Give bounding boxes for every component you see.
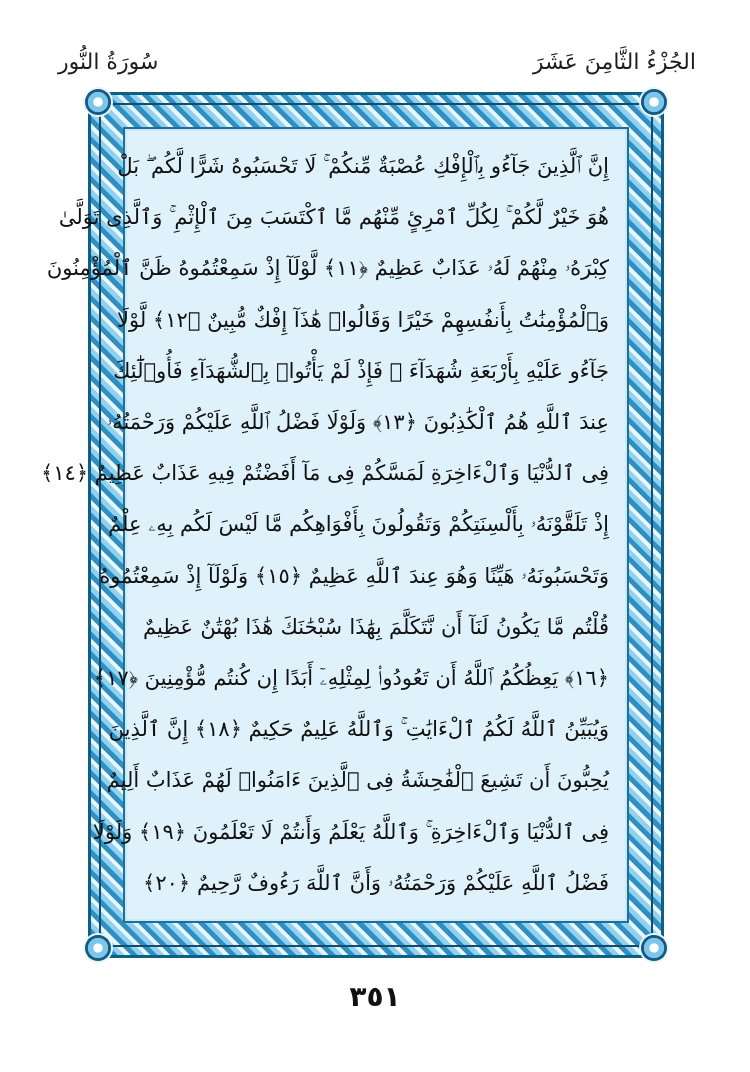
ornamental-frame (40, 92, 664, 958)
text-line-9: وَتَحْسَبُونَهُۥ هَيِّنًا وَهُوَ عِندَ ٱللَّهِ عَظِيمٌ ﴿١٥﴾ وَلَوْلَآ إِذْ سَمِعْتُمُوهُ (99, 563, 609, 588)
text-line-11: ﴿١٦﴾ يَعِظُكُمُ ٱللَّهُ أَن تَعُودُوا۟ لِمِثْلِهِۦٓ أَبَدًا إِن كُنتُم مُّؤْمِنِينَ ﴿١٧﴾ (93, 666, 609, 691)
text-line-7: فِى ٱلدُّنْيَا وَٱلْءَاخِرَةِ لَمَسَّكُمْ فِى مَآ أَفَضْتُمْ فِيهِ عَذَابٌ عَظِيمٌ ﴿١٤﴾ (40, 461, 609, 486)
page-header (58, 42, 696, 82)
text-line-10: قُلْتُم مَّا يَكُونُ لَنَآ أَن نَّتَكَلَّمَ بِهَٰذَا سُبْحَٰنَكَ هَٰذَا بُهْتَٰنٌ عَظِيمٌ (143, 614, 609, 639)
text-line-3: كِبْرَهُۥ مِنْهُمْ لَهُۥ عَذَابٌ عَظِيمٌ ﴿١١﴾ لَّوْلَآ إِذْ سَمِعْتُمُوهُ ظَنَّ ٱلْمُؤْمِنُونَ (46, 256, 609, 281)
text-line-14: فِى ٱلدُّنْيَا وَٱلْءَاخِرَةِ ۚ وَٱللَّهُ يَعْلَمُ وَأَنتُمْ لَا تَعْلَمُونَ ﴿١٩﴾ وَلَوْلَا (92, 819, 609, 844)
surah-name: سُورَةُ النُّور (58, 50, 159, 75)
juz-name: الجُزْءُ الثَّامِنَ عَشَرَ (532, 50, 696, 75)
page-number: ٣٥١ (349, 980, 401, 1013)
text-line-12: وَيُبَيِّنُ ٱللَّهُ لَكُمُ ٱلْءَايَٰتِ ۚ وَٱللَّهُ عَلِيمٌ حَكِيمٌ ﴿١٨﴾ إِنَّ ٱلَّذِينَ (108, 717, 609, 742)
verse-lines (40, 151, 609, 899)
corner-ornament-icon (641, 89, 667, 115)
corner-ornament-icon (85, 89, 111, 115)
text-line-13: يُحِبُّونَ أَن تَشِيعَ ٱلْفَٰحِشَةُ فِى ٱلَّذِينَ ءَامَنُوا۟ لَهُمْ عَذَابٌ أَلِيمٌ (106, 768, 609, 793)
text-line-5: جَآءُو عَلَيْهِ بِأَرْبَعَةِ شُهَدَآءَ ۚ فَإِذْ لَمْ يَأْتُوا۟ بِٱلشُّهَدَآءِ فَأُو۟لَٰٓئِكَ (113, 358, 609, 383)
text-line-8: إِذْ تَلَقَّوْنَهُۥ بِأَلْسِنَتِكُمْ وَتَقُولُونَ بِأَفْوَاهِكُم مَّا لَيْسَ لَكُم بِهِۦ عِلْمٌ (108, 512, 609, 537)
text-line-1: إِنَّ ٱلَّذِينَ جَآءُو بِٱلْإِفْكِ عُصْبَةٌ مِّنكُمْ ۚ لَا تَحْسَبُوهُ شَرًّا لَّكُم ۖ بَلْ (117, 154, 609, 178)
corner-ornament-icon (641, 935, 667, 961)
text-panel (40, 127, 629, 923)
corner-ornament-icon (85, 935, 111, 961)
text-line-2: هُوَ خَيْرٌ لَّكُمْ ۚ لِكُلِّ ٱمْرِئٍ مِّنْهُم مَّا ٱكْتَسَبَ مِنَ ٱلْإِثْمِ ۚ وَٱلَّذِى تَوَلَّىٰ (58, 205, 609, 230)
text-line-15: فَضْلُ ٱللَّهِ عَلَيْكُمْ وَرَحْمَتُهُۥ وَأَنَّ ٱللَّهَ رَءُوفٌ رَّحِيمٌ ﴿٢٠﴾ (143, 870, 609, 895)
text-line-4: وَٱلْمُؤْمِنَٰتُ بِأَنفُسِهِمْ خَيْرًا وَقَالُوا۟ هَٰذَآ إِفْكٌ مُّبِينٌ ﴿١٢﴾ لَّوْلَا (117, 307, 609, 332)
text-line-6: عِندَ ٱللَّهِ هُمُ ٱلْكَٰذِبُونَ ﴿١٣﴾ وَلَوْلَا فَضْلُ ٱللَّهِ عَلَيْكُمْ وَرَحْمَتُهُۥ (106, 410, 609, 435)
